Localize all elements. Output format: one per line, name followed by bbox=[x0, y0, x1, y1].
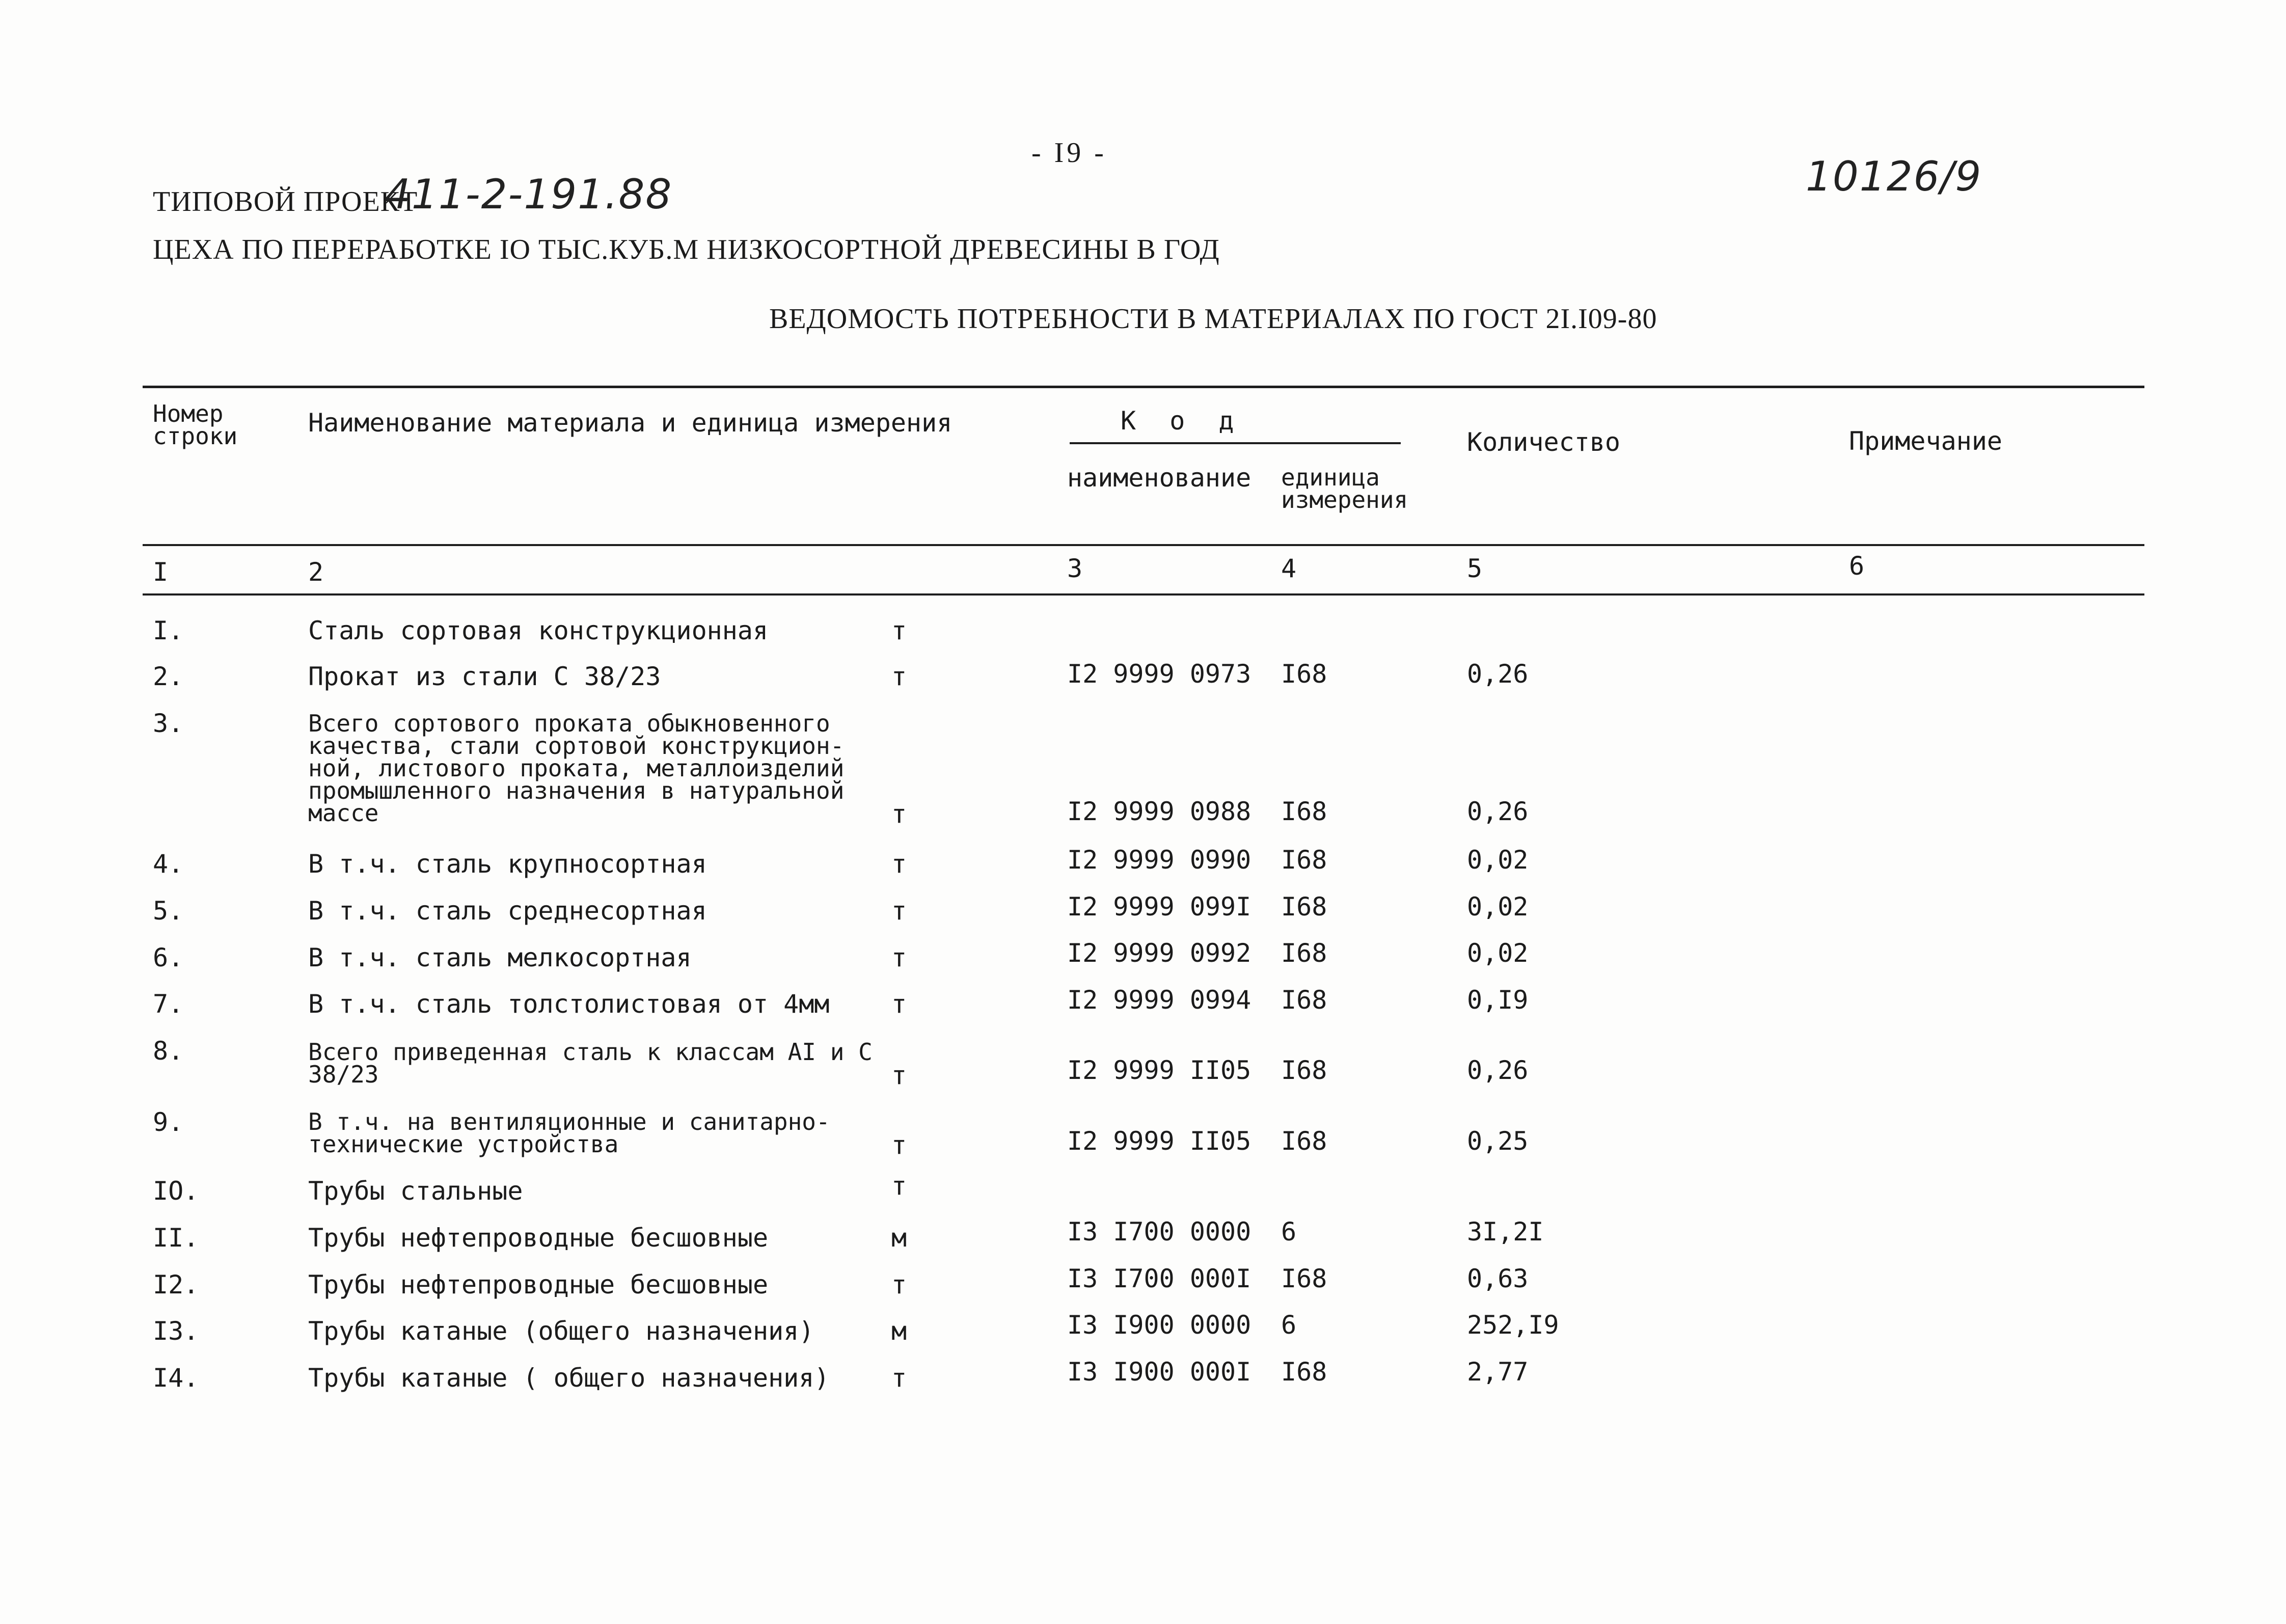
code-unit: I68 bbox=[1281, 797, 1327, 826]
code-unit: I68 bbox=[1281, 659, 1327, 689]
code-name: I2 9999 0990 bbox=[1067, 845, 1251, 875]
column-number: 2 bbox=[308, 557, 324, 587]
material-name: В т.ч. сталь мелкосортная bbox=[308, 943, 692, 972]
unit: м bbox=[891, 1223, 907, 1253]
code-unit: 6 bbox=[1281, 1310, 1297, 1340]
quantity: 0,26 bbox=[1467, 797, 1529, 826]
subtitle: ЦЕХА ПО ПЕРЕРАБОТКЕ IO ТЫС.КУБ.М НИЗКОСОРТНОЙ ДРЕВЕСИНЫ В ГОД bbox=[153, 234, 1220, 265]
code-group-rule bbox=[1070, 442, 1401, 444]
header-code: К о д bbox=[1121, 406, 1243, 436]
row-number: I. bbox=[153, 616, 184, 645]
quantity: 0,25 bbox=[1467, 1126, 1529, 1156]
row-number: 6. bbox=[153, 943, 184, 972]
code-name: I3 I700 0000 bbox=[1067, 1217, 1251, 1247]
code-unit: I68 bbox=[1281, 938, 1327, 968]
row-number: I2. bbox=[153, 1270, 199, 1300]
column-number: 6 bbox=[1849, 551, 1865, 581]
material-name: Всего сортового проката обыкновенного качества, стали сортовой конструкцион-ной, листового проката, металлоизделий промышленного назначения в натуральной массе bbox=[308, 710, 845, 827]
table-top-rule bbox=[143, 386, 2144, 388]
unit: т bbox=[891, 1130, 907, 1160]
header-quantity: Количество bbox=[1467, 427, 1621, 457]
quantity: 0,02 bbox=[1467, 845, 1529, 875]
material-name: В т.ч. на вентиляционные и санитарно-технические устройства bbox=[308, 1108, 830, 1158]
quantity: 0,I9 bbox=[1467, 985, 1529, 1015]
quantity: 2,77 bbox=[1467, 1357, 1529, 1387]
column-numbers-rule bbox=[143, 593, 2144, 596]
code-name: I2 9999 0994 bbox=[1067, 985, 1251, 1015]
album-number: 10126/9 bbox=[1806, 153, 1982, 200]
column-number: 4 bbox=[1281, 554, 1297, 583]
unit: т bbox=[891, 616, 907, 645]
row-number: IO. bbox=[153, 1176, 199, 1206]
header-note: Примечание bbox=[1849, 426, 2003, 456]
material-name: Трубы нефтепроводные бесшовные bbox=[308, 1223, 769, 1253]
row-number: 7. bbox=[153, 989, 184, 1019]
material-name: Трубы катаные (общего назначения) bbox=[308, 1316, 814, 1346]
code-name: I2 9999 II05 bbox=[1067, 1055, 1251, 1085]
quantity: 0,63 bbox=[1467, 1264, 1529, 1293]
unit: т bbox=[891, 1171, 907, 1201]
material-name: Прокат из стали С 38/23 bbox=[308, 662, 661, 691]
material-name: Всего приведенная сталь к классам AI и С 38/23 bbox=[308, 1038, 873, 1088]
material-name: Трубы нефтепроводные бесшовные bbox=[308, 1270, 769, 1300]
code-name: I2 9999 099I bbox=[1067, 892, 1251, 922]
material-name: Трубы стальные bbox=[308, 1176, 523, 1206]
unit: т bbox=[891, 943, 907, 972]
unit: т bbox=[891, 849, 907, 879]
row-number: I4. bbox=[153, 1363, 199, 1393]
unit: т bbox=[891, 989, 907, 1019]
unit: м bbox=[891, 1316, 907, 1346]
quantity: 0,26 bbox=[1467, 1055, 1529, 1085]
row-number: I3. bbox=[153, 1316, 199, 1346]
material-name: Сталь сортовая конструкционная bbox=[308, 616, 769, 645]
code-name: I2 9999 0988 bbox=[1067, 797, 1251, 826]
row-number: II. bbox=[153, 1223, 199, 1253]
unit: т bbox=[891, 1270, 907, 1300]
row-number: 8. bbox=[153, 1036, 184, 1066]
header-code-unit: единица измерения bbox=[1281, 464, 1408, 513]
unit: т bbox=[891, 799, 907, 829]
column-number: 3 bbox=[1067, 554, 1083, 583]
header-bottom-rule bbox=[143, 544, 2144, 546]
row-number: 3. bbox=[153, 709, 184, 738]
row-number: 9. bbox=[153, 1107, 184, 1137]
material-name: Трубы катаные ( общего назначения) bbox=[308, 1363, 830, 1393]
code-name: I2 9999 0973 bbox=[1067, 659, 1251, 689]
quantity: 3I,2I bbox=[1467, 1217, 1544, 1247]
code-name: I2 9999 II05 bbox=[1067, 1126, 1251, 1156]
code-unit: I68 bbox=[1281, 845, 1327, 875]
quantity: 0,26 bbox=[1467, 659, 1529, 689]
code-name: I3 I700 000I bbox=[1067, 1264, 1251, 1293]
unit: т bbox=[891, 1363, 907, 1393]
header-code-name: наименование bbox=[1067, 463, 1251, 493]
header-material: Наименование материала и единица измерения bbox=[308, 408, 953, 438]
code-name: I3 I900 000I bbox=[1067, 1357, 1251, 1387]
code-unit: I68 bbox=[1281, 1357, 1327, 1387]
header-row-number: Номер строки bbox=[153, 400, 238, 450]
project-number: 411-2-191.88 bbox=[385, 171, 673, 218]
column-number: 5 bbox=[1467, 554, 1483, 583]
material-name: В т.ч. сталь среднесортная bbox=[308, 896, 707, 926]
unit: т bbox=[891, 896, 907, 926]
code-unit: 6 bbox=[1281, 1217, 1297, 1247]
code-unit: I68 bbox=[1281, 1264, 1327, 1293]
code-name: I3 I900 0000 bbox=[1067, 1310, 1251, 1340]
row-number: 5. bbox=[153, 896, 184, 926]
doc-title: ВЕДОМОСТЬ ПОТРЕБНОСТИ В МАТЕРИАЛАХ ПО ГОСТ 2I.I09-80 bbox=[769, 303, 1657, 335]
row-number: 4. bbox=[153, 849, 184, 879]
column-number: I bbox=[153, 557, 169, 587]
quantity: 0,02 bbox=[1467, 892, 1529, 922]
code-unit: I68 bbox=[1281, 892, 1327, 922]
material-name: В т.ч. сталь толстолистовая от 4мм bbox=[308, 989, 830, 1019]
code-unit: I68 bbox=[1281, 1055, 1327, 1085]
unit: т bbox=[891, 1061, 907, 1090]
code-name: I2 9999 0992 bbox=[1067, 938, 1251, 968]
project-label: ТИПОВОЙ ПРОЕКТ bbox=[153, 186, 418, 218]
code-unit: I68 bbox=[1281, 985, 1327, 1015]
quantity: 0,02 bbox=[1467, 938, 1529, 968]
page-number: - I9 - bbox=[1031, 137, 1107, 169]
material-name: В т.ч. сталь крупносортная bbox=[308, 849, 707, 879]
quantity: 252,I9 bbox=[1467, 1310, 1559, 1340]
unit: т bbox=[891, 662, 907, 691]
code-unit: I68 bbox=[1281, 1126, 1327, 1156]
row-number: 2. bbox=[153, 662, 184, 691]
